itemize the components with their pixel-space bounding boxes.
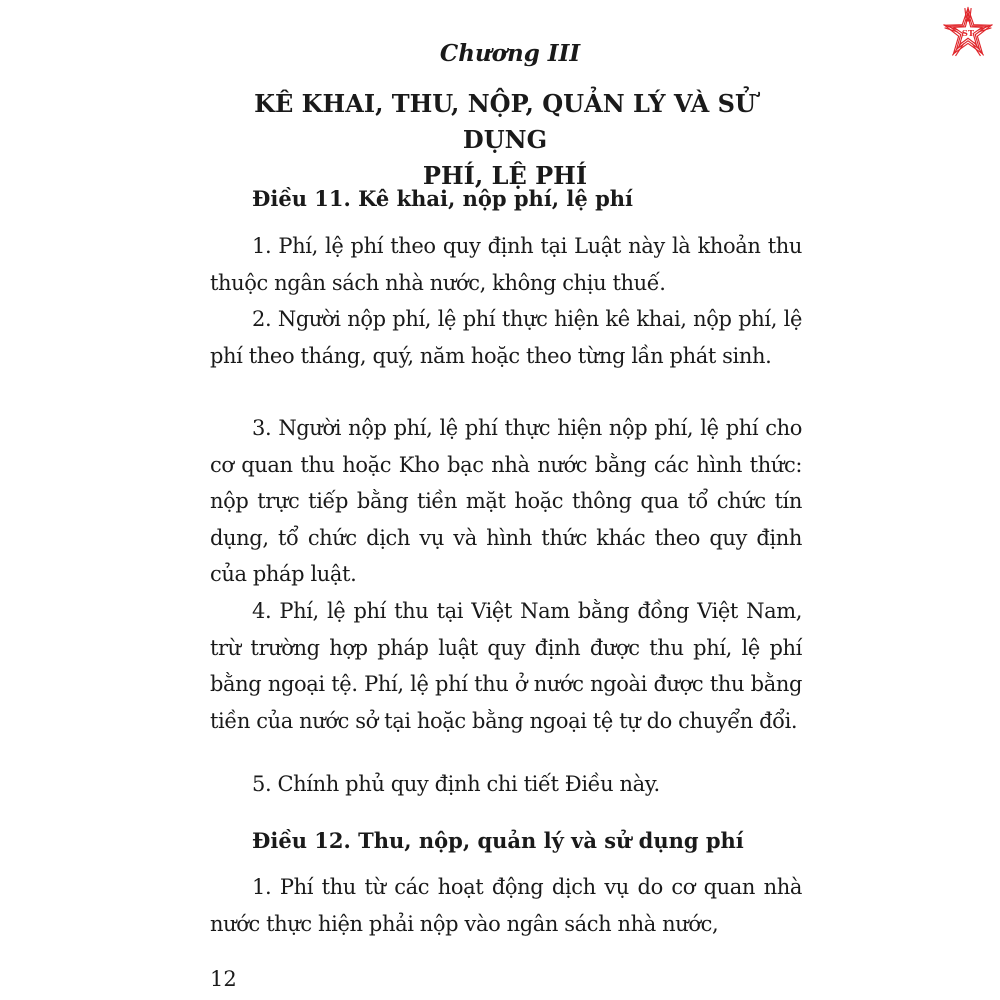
article-12-clause-1: 1. Phí thu từ các hoạt động dịch vụ do cơ quan nhà nước thực hiện phải nộp vào ngân sách nhà nước,	[210, 875, 802, 936]
chapter-title-line-2: PHÍ, LỆ PHÍ	[422, 161, 588, 190]
article-11-clause-5: 5. Chính phủ quy định chi tiết Điều này.	[252, 772, 660, 796]
chapter-title-line-1: KÊ KHAI, THU, NỘP, QUẢN LÝ VÀ SỬ DỤNG	[254, 89, 756, 154]
chapter-title	[210, 86, 800, 194]
article-12-heading: Điều 12. Thu, nộp, quản lý và sử dụng phí	[252, 828, 744, 853]
article-11-clause-3: 3. Người nộp phí, lệ phí thực hiện nộp phí, lệ phí cho cơ quan thu hoặc Kho bạc nhà nước bằng các hình thức: nộp trực tiếp bằng tiền mặt hoặc thông qua tổ chức tín dụng, tổ chức dịch vụ và hình thức khác theo quy định của pháp luật.	[210, 416, 802, 586]
svg-text:ST: ST	[961, 28, 975, 39]
article-11-clause-1: 1. Phí, lệ phí theo quy định tại Luật này là khoản thu thuộc ngân sách nhà nước, không chịu thuế.	[210, 234, 802, 295]
article-11-clause-4: 4. Phí, lệ phí thu tại Việt Nam bằng đồng Việt Nam, trừ trường hợp pháp luật quy định được thu phí, lệ phí bằng ngoại tệ. Phí, lệ phí thu ở nước ngoài được thu bằng tiền của nước sở tại hoặc bằng ngoại tệ tự do chuyển đổi.	[210, 599, 802, 733]
chapter-label: Chương III	[439, 40, 581, 67]
page-number: 12	[210, 967, 237, 991]
article-11-heading: Điều 11. Kê khai, nộp phí, lệ phí	[252, 186, 634, 211]
article-11-clause-2: 2. Người nộp phí, lệ phí thực hiện kê khai, nộp phí, lệ phí theo tháng, quý, năm hoặc theo từng lần phát sinh.	[210, 307, 802, 368]
